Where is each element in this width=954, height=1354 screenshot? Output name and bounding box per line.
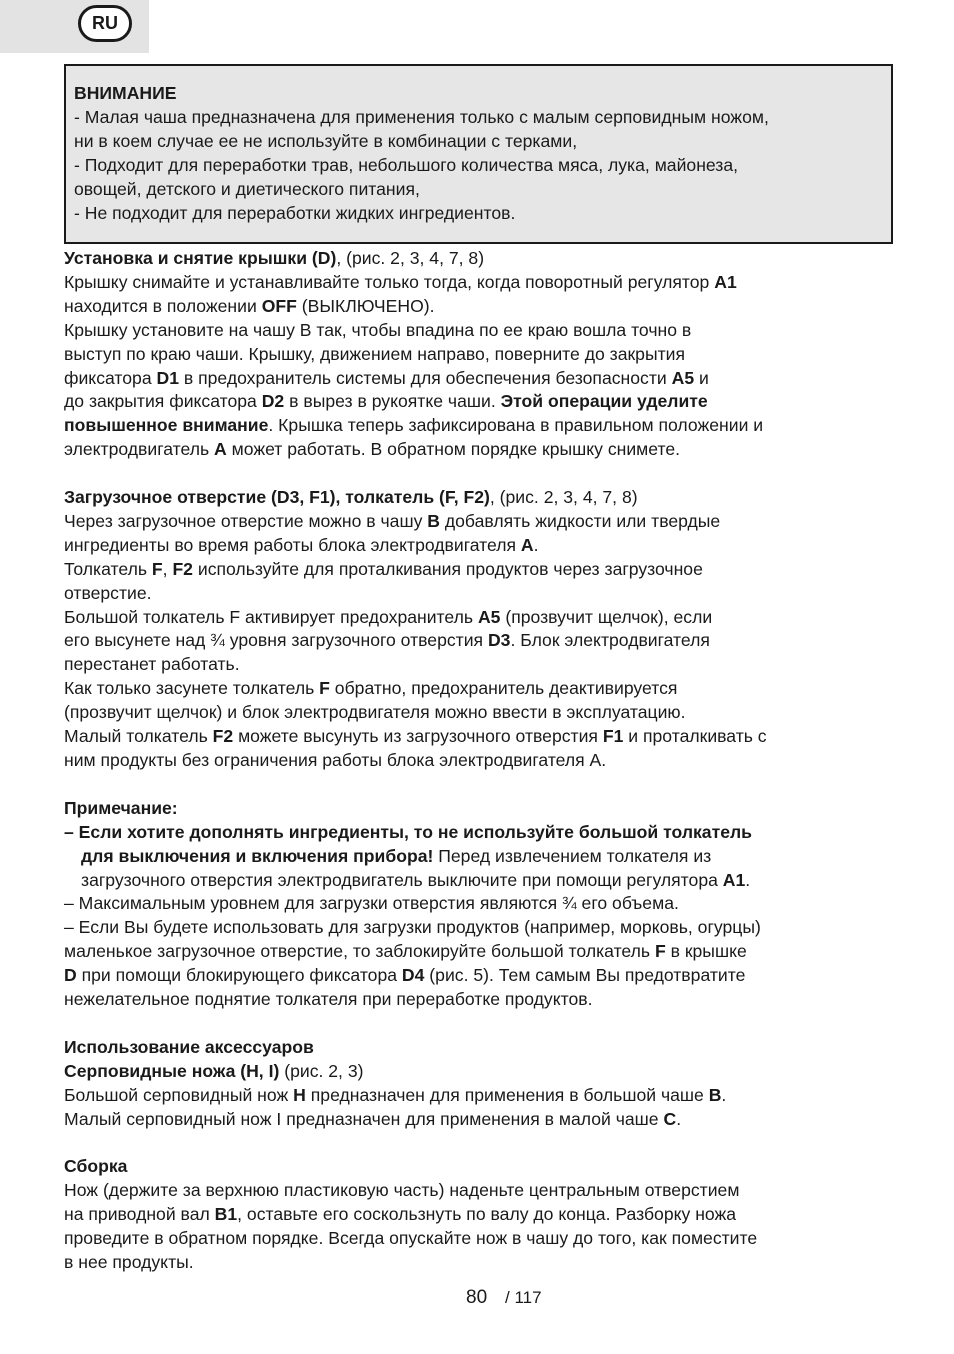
feed-paragraph: Через загрузочное отверстие можно в чашу B добавлять жидкости или твердые ингредиенты во время работы блока электродвигателя A. Толкатель F, F2 используйте для проталкивания продуктов через загрузочное отверстие. Большой толкатель F активирует предохранитель A5 (прозвучит щелчок), если его высунете над ¾ уровня загрузочного отверстия D3. Блок электродвигателя перестанет работать. Как только засунете толкатель F обратно, предохранитель деактивируется (прозвучит щелчок) и блок электродвигателя можно ввести в эксплуатацию. Малый толкатель F2 можете высунуть из загрузочного отверстия F1 и проталкивать с ним продукты без ограничения работы блока электродвигателя A. (64, 510, 767, 771)
warning-title: ВНИМАНИЕ (74, 83, 177, 103)
page-total: / 117 (505, 1288, 542, 1307)
section-heading-accessories: Использование аксессуаров (64, 1036, 314, 1057)
page-footer (0, 1286, 954, 1312)
lid-paragraph: Крышку установите на чашу B так, чтобы впадина по ее краю вошла точно в выступ по краю чаши. Крышку, движением направо, поверните до закрытия фиксатора D1 в предохранитель системы для обеспечения безопасности A5 и до закрытия фиксатора D2 в вырез в рукоятке чаши. Этой операции уделите повышенное внимание. Крышка теперь зафиксирована в правильном положении и электродвигатель A может работать. В обратном порядке крышку снимете. (64, 319, 764, 460)
warning-line: ни в коем случае ее не используйте в комбинации с терками, (74, 130, 578, 151)
page-number: 80 (466, 1287, 488, 1308)
note-item-continuation: для выключения и включения прибора! Перед извлечением толкателя из загрузочного отверстия электродвигатель выключите при помощи регулятора A1. (81, 845, 751, 890)
lid-paragraph: Крышку снимайте и устанавливайте только тогда, когда поворотный регулятор A1 находится в положении OFF (ВЫКЛЮЧЕНО). (64, 271, 737, 316)
language-badge: RU (78, 5, 132, 42)
accessories-paragraph: Большой серповидный нож H предназначен для применения в большой чаше B. Малый серповидный нож I предназначен для применения в малой чаше C. (64, 1084, 727, 1129)
subsection-heading-blades: Серповидные ножа (H, I) (рис. 2, 3) (64, 1060, 364, 1081)
language-tab (0, 0, 149, 53)
section-heading-feed: Загрузочное отверстие (D3, F1), толкатель (F, F2), (рис. 2, 3, 4, 7, 8) (64, 487, 638, 508)
warning-line: - Малая чаша предназначена для применения только с малым серповидным ножом, (74, 106, 769, 127)
assembly-paragraph: Нож (держите за верхнюю пластиковую часть) наденьте центральным отверстием на приводной вал B1, оставьте его соскользнуть по валу до конца. Разборку ножа проведите в обратном порядке. Всегда опускайте нож в чашу до того, как поместите в нее продукты. (64, 1180, 758, 1272)
section-heading-note: Примечание: (64, 797, 178, 818)
warning-line: овощей, детского и диетического питания, (74, 178, 420, 199)
section-heading-lid: Установка и снятие крышки (D), (рис. 2, 3, 4, 7, 8) (64, 248, 485, 268)
note-item: – Максимальным уровнем для загрузки отверстия являются ¾ его объема. – Если Вы будете использовать для загрузки продуктов (например, морковь, огурцы) маленькое загрузочное отверстие, то заблокируйте большой толкатель F в крышке D при помощи блокирующего фиксатора D4 (рис. 5). Тем самым Вы предотвратите нежелательное поднятие толкателя при переработке продуктов. (64, 893, 761, 1010)
main-text (64, 247, 894, 1275)
note-item: – Если хотите дополнять ингредиенты, то не используйте большой толкатель (64, 821, 752, 842)
section-heading-assembly: Сборка (64, 1156, 128, 1177)
warning-line: - Подходит для переработки трав, небольшого количества мяса, лука, майонеза, (74, 154, 739, 175)
warning-box (64, 64, 893, 244)
warning-line: - Не подходит для переработки жидких ингредиентов. (74, 202, 516, 223)
